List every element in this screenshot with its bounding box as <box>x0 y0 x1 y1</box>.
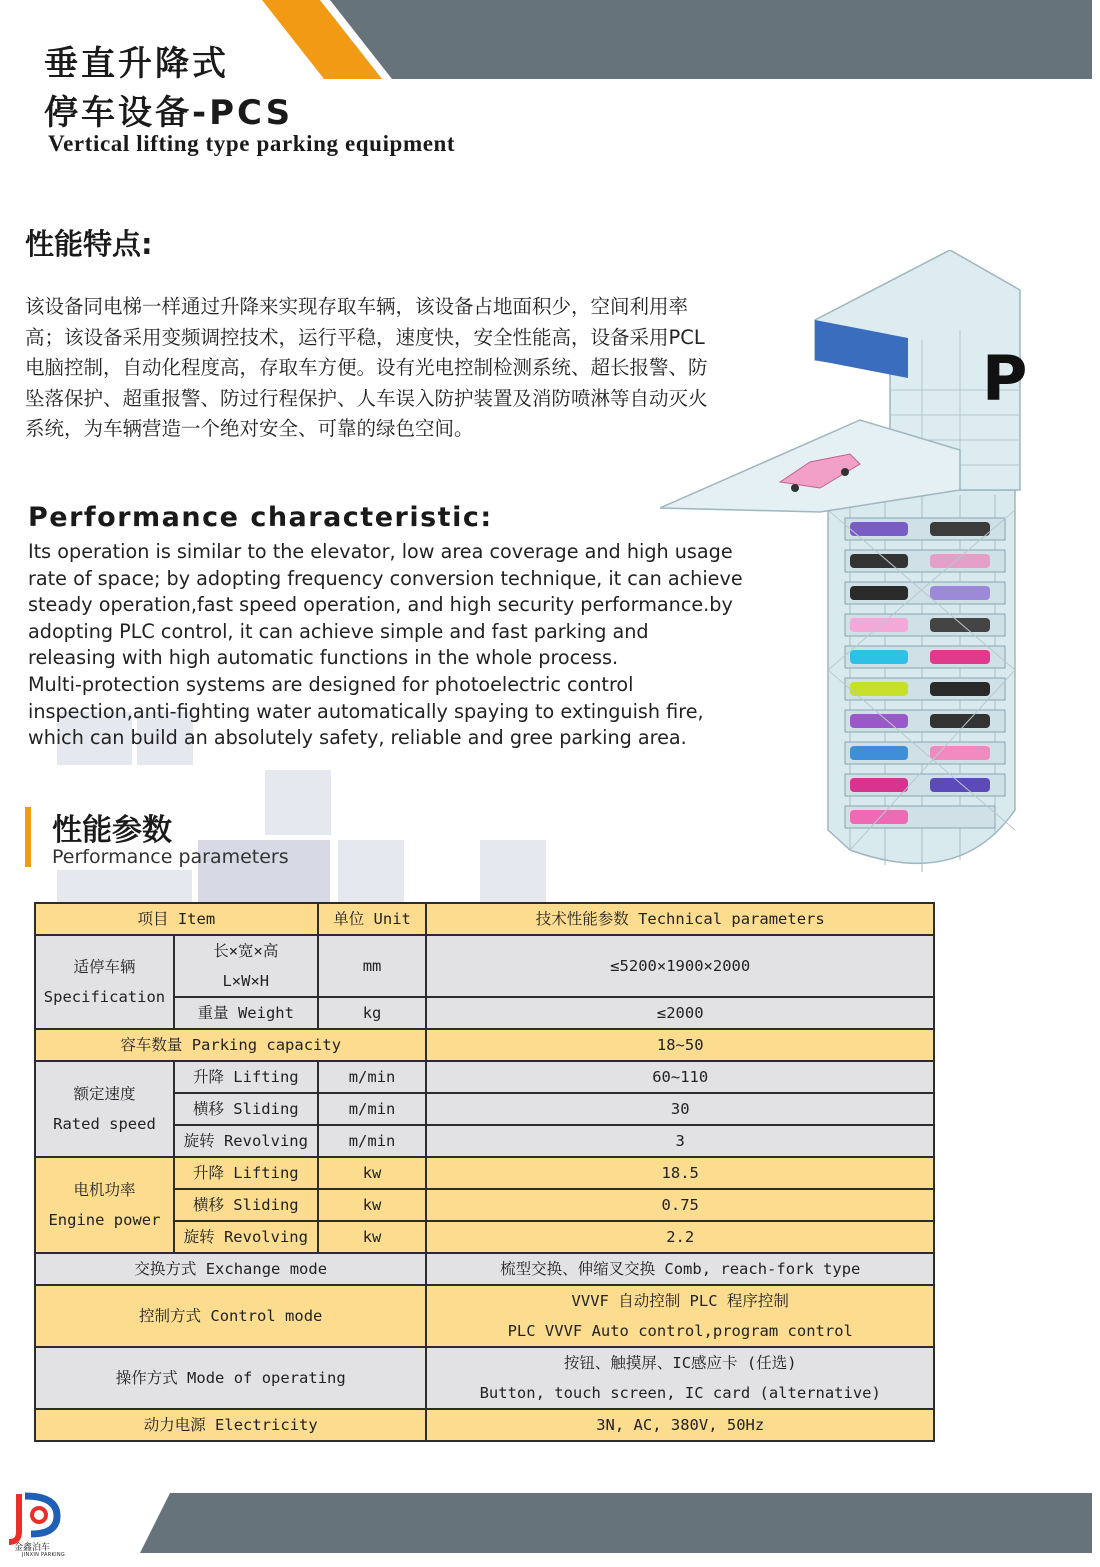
features-en-line: adopting PLC control, it can achieve simple and fast parking and <box>28 619 649 643</box>
title-en: Vertical lifting type parking equipment <box>48 131 456 156</box>
table-row <box>35 1253 934 1285</box>
table-row <box>35 1285 934 1347</box>
table-header-item: 项目 Item <box>35 903 318 935</box>
power-rev-label: 旋转 Revolving <box>174 1221 318 1253</box>
table-row <box>35 1409 934 1441</box>
features-en-line: Multi-protection systems are designed for photoelectric control <box>28 672 634 696</box>
parameters-heading-cn: 性能参数 <box>52 813 172 848</box>
table-row <box>35 935 934 997</box>
speed-rev-unit: m/min <box>318 1125 427 1157</box>
power-rev-value: 2.2 <box>426 1221 934 1253</box>
table-row <box>35 1347 934 1409</box>
power-group-cell <box>35 1157 174 1253</box>
features-en-line: steady operation,fast speed operation, and high security performance.by <box>28 593 733 617</box>
spec-group-label-en: Specification <box>43 988 166 1006</box>
features-cn-line: 高；该设备采用变频调控技术，运行平稳，速度快，安全性能高，设备采用PCL <box>25 325 705 349</box>
deco-square <box>57 870 192 902</box>
dim-label-cell <box>174 935 318 997</box>
header-orange-chevron <box>262 0 402 80</box>
exchange-value: 梳型交换、伸缩叉交换 Comb, reach-fork type <box>426 1253 934 1285</box>
power-slide-value: 0.75 <box>426 1189 934 1221</box>
features-en-line: rate of space; by adopting frequency conversion technique, it can achieve <box>28 566 743 590</box>
dim-label-cn: 长×宽×高 <box>213 942 279 960</box>
features-en-line: Its operation is similar to the elevator, low area coverage and high usage <box>28 540 733 563</box>
speed-lift-unit: m/min <box>318 1061 427 1093</box>
logo-text-en: JINXIN PARKING <box>22 1552 66 1558</box>
speed-slide-label: 横移 Sliding <box>174 1093 318 1125</box>
capacity-value: 18~50 <box>426 1029 934 1061</box>
dim-value: ≤5200×1900×2000 <box>426 935 934 997</box>
features-heading-en: Performance characteristic: <box>28 502 493 533</box>
table-row <box>35 1029 934 1061</box>
parameters-heading-en: Performance parameters <box>52 846 289 868</box>
features-heading-cn: 性能特点: <box>25 227 153 261</box>
title-cn-line1: 垂直升降式 <box>44 44 229 84</box>
features-cn-line: 坠落保护、超重报警、防过行程保护、人车误入防护装置及消防喷淋等自动灭火 <box>25 386 708 410</box>
parking-tower-illustration <box>660 250 1040 890</box>
speed-slide-value: 30 <box>426 1093 934 1125</box>
speed-group-label-en: Rated speed <box>53 1115 156 1133</box>
table-header-unit: 单位 Unit <box>318 903 427 935</box>
power-rev-unit: kw <box>318 1221 427 1253</box>
speed-lift-value: 60~110 <box>426 1061 934 1093</box>
dim-label-en: L×W×H <box>222 972 270 990</box>
control-value-en: PLC VVVF Auto control,program control <box>507 1322 853 1340</box>
power-slide-label: 横移 Sliding <box>174 1189 318 1221</box>
spec-group-label: 适停车辆 <box>73 958 136 976</box>
power-lift-label: 升降 Lifting <box>174 1157 318 1189</box>
exchange-label: 交换方式 Exchange mode <box>35 1253 426 1285</box>
dim-unit: mm <box>318 935 427 997</box>
logo-text-cn: 金鑫泊车 <box>14 1543 51 1553</box>
electric-label: 动力电源 Electricity <box>35 1409 426 1441</box>
table-header-tech: 技术性能参数 Technical parameters <box>426 903 934 935</box>
operate-value-cell <box>426 1347 934 1409</box>
parking-sign-letter: P <box>982 342 1028 415</box>
features-cn-line: 电脑控制，自动化程度高，存取车方便。设有光电控制检测系统、超长报警、防 <box>25 356 708 379</box>
table-row <box>35 903 934 935</box>
speed-group-cell <box>35 1061 174 1157</box>
deco-square <box>338 840 404 902</box>
title-cn-line2: 停车设备-PCS <box>44 93 294 133</box>
speed-lift-label: 升降 Lifting <box>174 1061 318 1093</box>
operate-label: 操作方式 Mode of operating <box>35 1347 426 1409</box>
spec-group-cell <box>35 935 174 1029</box>
power-group-label-en: Engine power <box>48 1211 161 1229</box>
parameters-accent-bar <box>25 807 31 867</box>
power-slide-unit: kw <box>318 1189 427 1221</box>
electric-value: 3N, AC, 380V, 50Hz <box>426 1409 934 1441</box>
table-row <box>35 1157 934 1189</box>
power-lift-unit: kw <box>318 1157 427 1189</box>
speed-rev-value: 3 <box>426 1125 934 1157</box>
footer-bar <box>140 1493 1092 1553</box>
weight-unit: kg <box>318 997 427 1029</box>
control-value-cn: VVVF 自动控制 PLC 程序控制 <box>571 1292 789 1310</box>
speed-group-label: 额定速度 <box>73 1085 136 1103</box>
power-lift-value: 18.5 <box>426 1157 934 1189</box>
features-cn-line: 该设备同电梯一样通过升降来实现存取车辆，该设备占地面积少，空间利用率 <box>25 295 689 318</box>
speed-rev-label: 旋转 Revolving <box>174 1125 318 1157</box>
speed-slide-unit: m/min <box>318 1093 427 1125</box>
weight-label: 重量 Weight <box>174 997 318 1029</box>
control-value-cell <box>426 1285 934 1347</box>
control-label: 控制方式 Control mode <box>35 1285 426 1347</box>
features-en-line: inspection,anti-fighting water automatically spaying to extinguish fire, <box>28 699 704 723</box>
table-row <box>35 1061 934 1093</box>
weight-value: ≤2000 <box>426 997 934 1029</box>
deco-square <box>265 770 331 835</box>
features-en-line: releasing with high automatic functions in the whole process. <box>28 646 619 670</box>
deco-square <box>480 840 546 902</box>
parameters-table <box>34 902 935 1442</box>
header-bar <box>330 0 1092 79</box>
operate-value-cn: 按钮、触摸屏、IC感应卡 (任选) <box>563 1354 797 1372</box>
features-en-line: which can build an absolutely safety, reliable and gree parking area. <box>28 726 687 750</box>
operate-value-en: Button, touch screen, IC card (alternative) <box>479 1384 881 1402</box>
power-group-label: 电机功率 <box>73 1181 136 1199</box>
capacity-label: 容车数量 Parking capacity <box>35 1029 426 1061</box>
features-cn-line: 系统，为车辆营造一个绝对安全、可靠的绿色空间。 <box>25 417 474 440</box>
